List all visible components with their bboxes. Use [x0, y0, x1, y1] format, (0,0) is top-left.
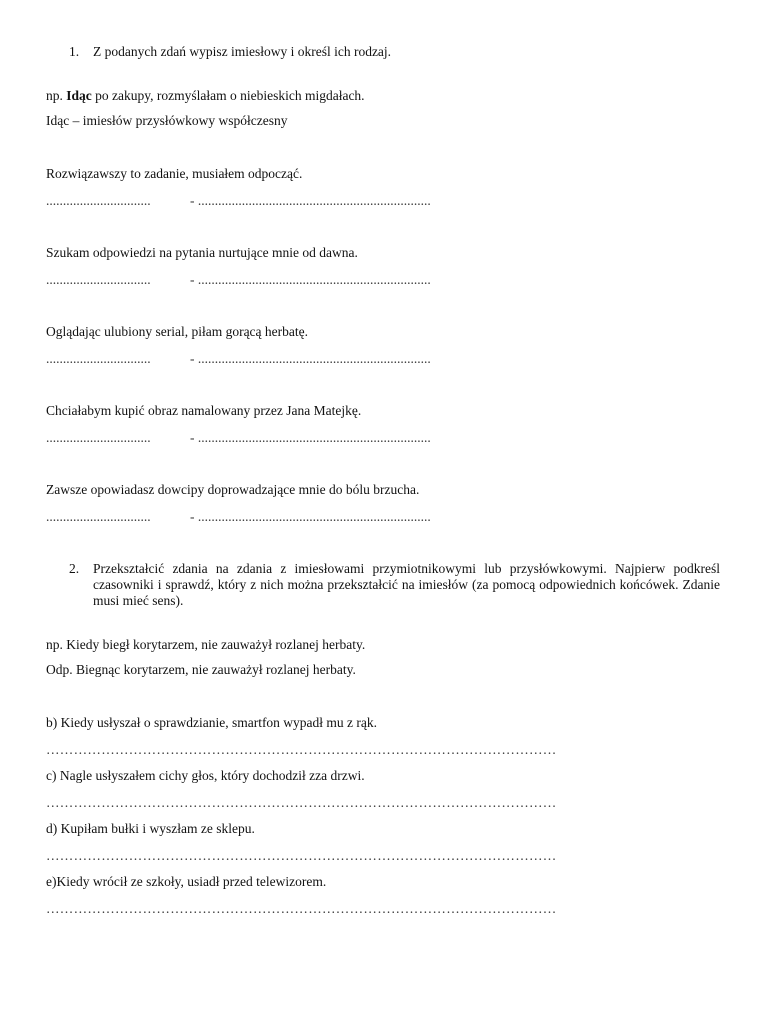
- task1-example-answer: Idąc – imiesłów przysłówkowy współczesny: [46, 113, 288, 128]
- answer-field-right[interactable]: - .....................................................................: [190, 430, 431, 445]
- task2-sentence-d: d) Kupiłam bułki i wyszłam ze sklepu.: [46, 821, 255, 836]
- answer-field-right[interactable]: - .....................................................................: [190, 351, 431, 366]
- example-prefix: np.: [46, 88, 63, 103]
- example-rest: po zakupy, rozmyślałam o niebieskich migdałach.: [95, 88, 365, 103]
- answer-field-left[interactable]: ...............................: [46, 272, 151, 287]
- task1-sentence-1: Rozwiązawszy to zadanie, musiałem odpocząć.: [46, 166, 303, 181]
- task1-instruction: Z podanych zdań wypisz imiesłowy i określ ich rodzaj.: [93, 44, 392, 59]
- answer-field-left[interactable]: ...............................: [46, 351, 151, 366]
- answer-line[interactable]: …………………………………………………………………………………………………: [46, 901, 557, 916]
- answer-field-right[interactable]: - .....................................................................: [190, 193, 431, 208]
- task2-instruction: Przekształcić zdania na zdania z imiesłowami przymiotnikowymi lub przysłówkowymi. Najpierw podkreśl czasowniki i sprawdź, który z nich można przekształcić na imiesłów (za pomocą odpowiednich końcówek. Zdanie musi mieć sens).: [93, 561, 720, 608]
- task1-sentence-2: Szukam odpowiedzi na pytania nurtujące mnie od dawna.: [46, 245, 358, 260]
- answer-line[interactable]: …………………………………………………………………………………………………: [46, 795, 557, 810]
- task1-number: 1.: [69, 44, 80, 59]
- task2-sentence-b: b) Kiedy usłyszał o sprawdzianie, smartfon wypadł mu z rąk.: [46, 715, 378, 730]
- answer-line[interactable]: …………………………………………………………………………………………………: [46, 742, 557, 757]
- task2-example: np. Kiedy biegł korytarzem, nie zauważył rozlanej herbaty.: [46, 637, 366, 652]
- task2-number: 2.: [69, 561, 80, 576]
- task2-example-answer: Odp. Biegnąc korytarzem, nie zauważył rozlanej herbaty.: [46, 662, 356, 677]
- answer-field-left[interactable]: ...............................: [46, 430, 151, 445]
- answer-field-left[interactable]: ...............................: [46, 509, 151, 524]
- answer-field-right[interactable]: - .....................................................................: [190, 272, 431, 287]
- task1-sentence-5: Zawsze opowiadasz dowcipy doprowadzające mnie do bólu brzucha.: [46, 482, 420, 497]
- task2-sentence-e: e)Kiedy wrócił ze szkoły, usiadł przed telewizorem.: [46, 874, 327, 889]
- task1-example: [46, 88, 365, 104]
- task1-sentence-3: Oglądając ulubiony serial, piłam gorącą herbatę.: [46, 324, 309, 339]
- task2-sentence-c: c) Nagle usłyszałem cichy głos, który dochodził zza drzwi.: [46, 768, 365, 783]
- answer-field-right[interactable]: - .....................................................................: [190, 509, 431, 524]
- answer-field-left[interactable]: ...............................: [46, 193, 151, 208]
- task1-sentence-4: Chciałabym kupić obraz namalowany przez Jana Matejkę.: [46, 403, 362, 418]
- example-bold-word: Idąc: [66, 88, 92, 103]
- answer-line[interactable]: …………………………………………………………………………………………………: [46, 848, 557, 863]
